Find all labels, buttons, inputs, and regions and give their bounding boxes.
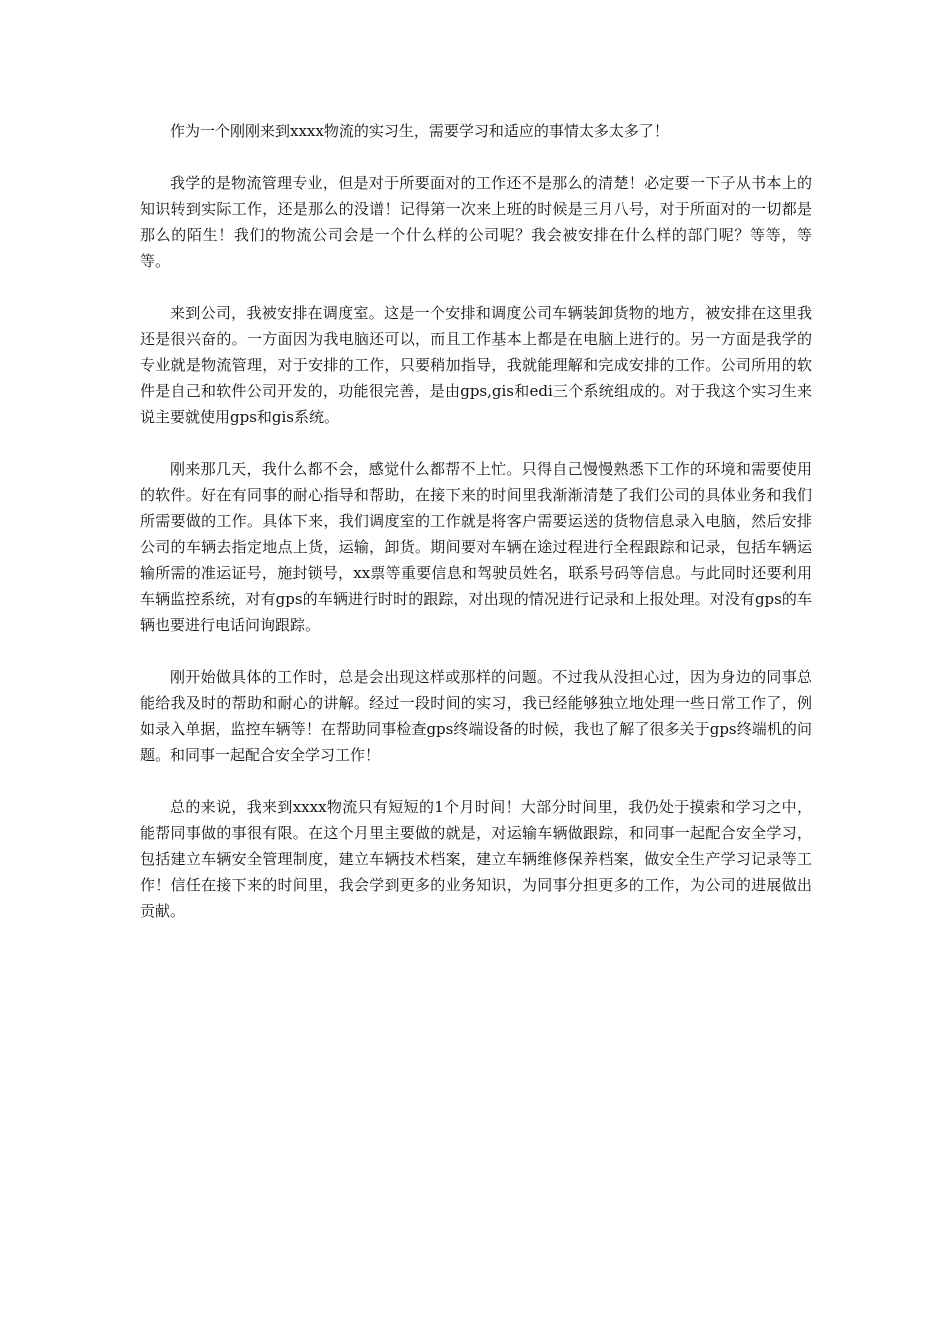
paragraph-1: 作为一个刚刚来到xxxx物流的实习生，需要学习和适应的事情太多太多了！	[170, 122, 669, 140]
paragraph-2: 我学的是物流管理专业，但是对于所要面对的工作还不是那么的清楚！必定要一下子从书本上的知识转到实际工作，还是那么的没谱！记得第一次来上班的时候是三月八号，对于所面对的一切都是那么的陌生！我们的物流公司会是一个什么样的公司呢？我会被安排在什么样的部门呢？等等，等等。	[140, 174, 812, 270]
paragraph-4: 刚来那几天，我什么都不会，感觉什么都帮不上忙。只得自己慢慢熟悉下工作的环境和需要使用的软件。好在有同事的耐心指导和帮助，在接下来的时间里我渐渐清楚了我们公司的具体业务和我们所需要做的工作。具体下来，我们调度室的工作就是将客户需要运送的货物信息录入电脑，然后安排公司的车辆去指定地点上货，运输，卸货。期间要对车辆在途过程进行全程跟踪和记录，包括车辆运输所需的准运证号，施封锁号，xx票等重要信息和驾驶员姓名，联系号码等信息。与此同时还要利用车辆监控系统，对有gps的车辆进行时时的跟踪，对出现的情况进行记录和上报处理。对没有gps的车辆也要进行电话问询跟踪。	[140, 460, 812, 634]
document-body	[140, 118, 812, 950]
paragraph-6: 总的来说，我来到xxxx物流只有短短的1个月时间！大部分时间里，我仍处于摸索和学习之中，能帮同事做的事很有限。在这个月里主要做的就是，对运输车辆做跟踪，和同事一起配合安全学习，包括建立车辆安全管理制度，建立车辆技术档案，建立车辆维修保养档案，做安全生产学习记录等工作！信任在接下来的时间里，我会学到更多的业务知识，为同事分担更多的工作，为公司的进展做出贡献。	[140, 798, 812, 920]
paragraph-3: 来到公司，我被安排在调度室。这是一个安排和调度公司车辆装卸货物的地方，被安排在这里我还是很兴奋的。一方面因为我电脑还可以，而且工作基本上都是在电脑上进行的。另一方面是我学的专业就是物流管理，对于安排的工作，只要稍加指导，我就能理解和完成安排的工作。公司所用的软件是自己和软件公司开发的，功能很完善，是由gps,gis和edi三个系统组成的。对于我这个实习生来说主要就使用gps和gis系统。	[140, 304, 812, 426]
paragraph-5: 刚开始做具体的工作时，总是会出现这样或那样的问题。不过我从没担心过，因为身边的同事总能给我及时的帮助和耐心的讲解。经过一段时间的实习，我已经能够独立地处理一些日常工作了，例如录入单据，监控车辆等！在帮助同事检查gps终端设备的时候，我也了解了很多关于gps终端机的问题。和同事一起配合安全学习工作！	[140, 668, 812, 764]
